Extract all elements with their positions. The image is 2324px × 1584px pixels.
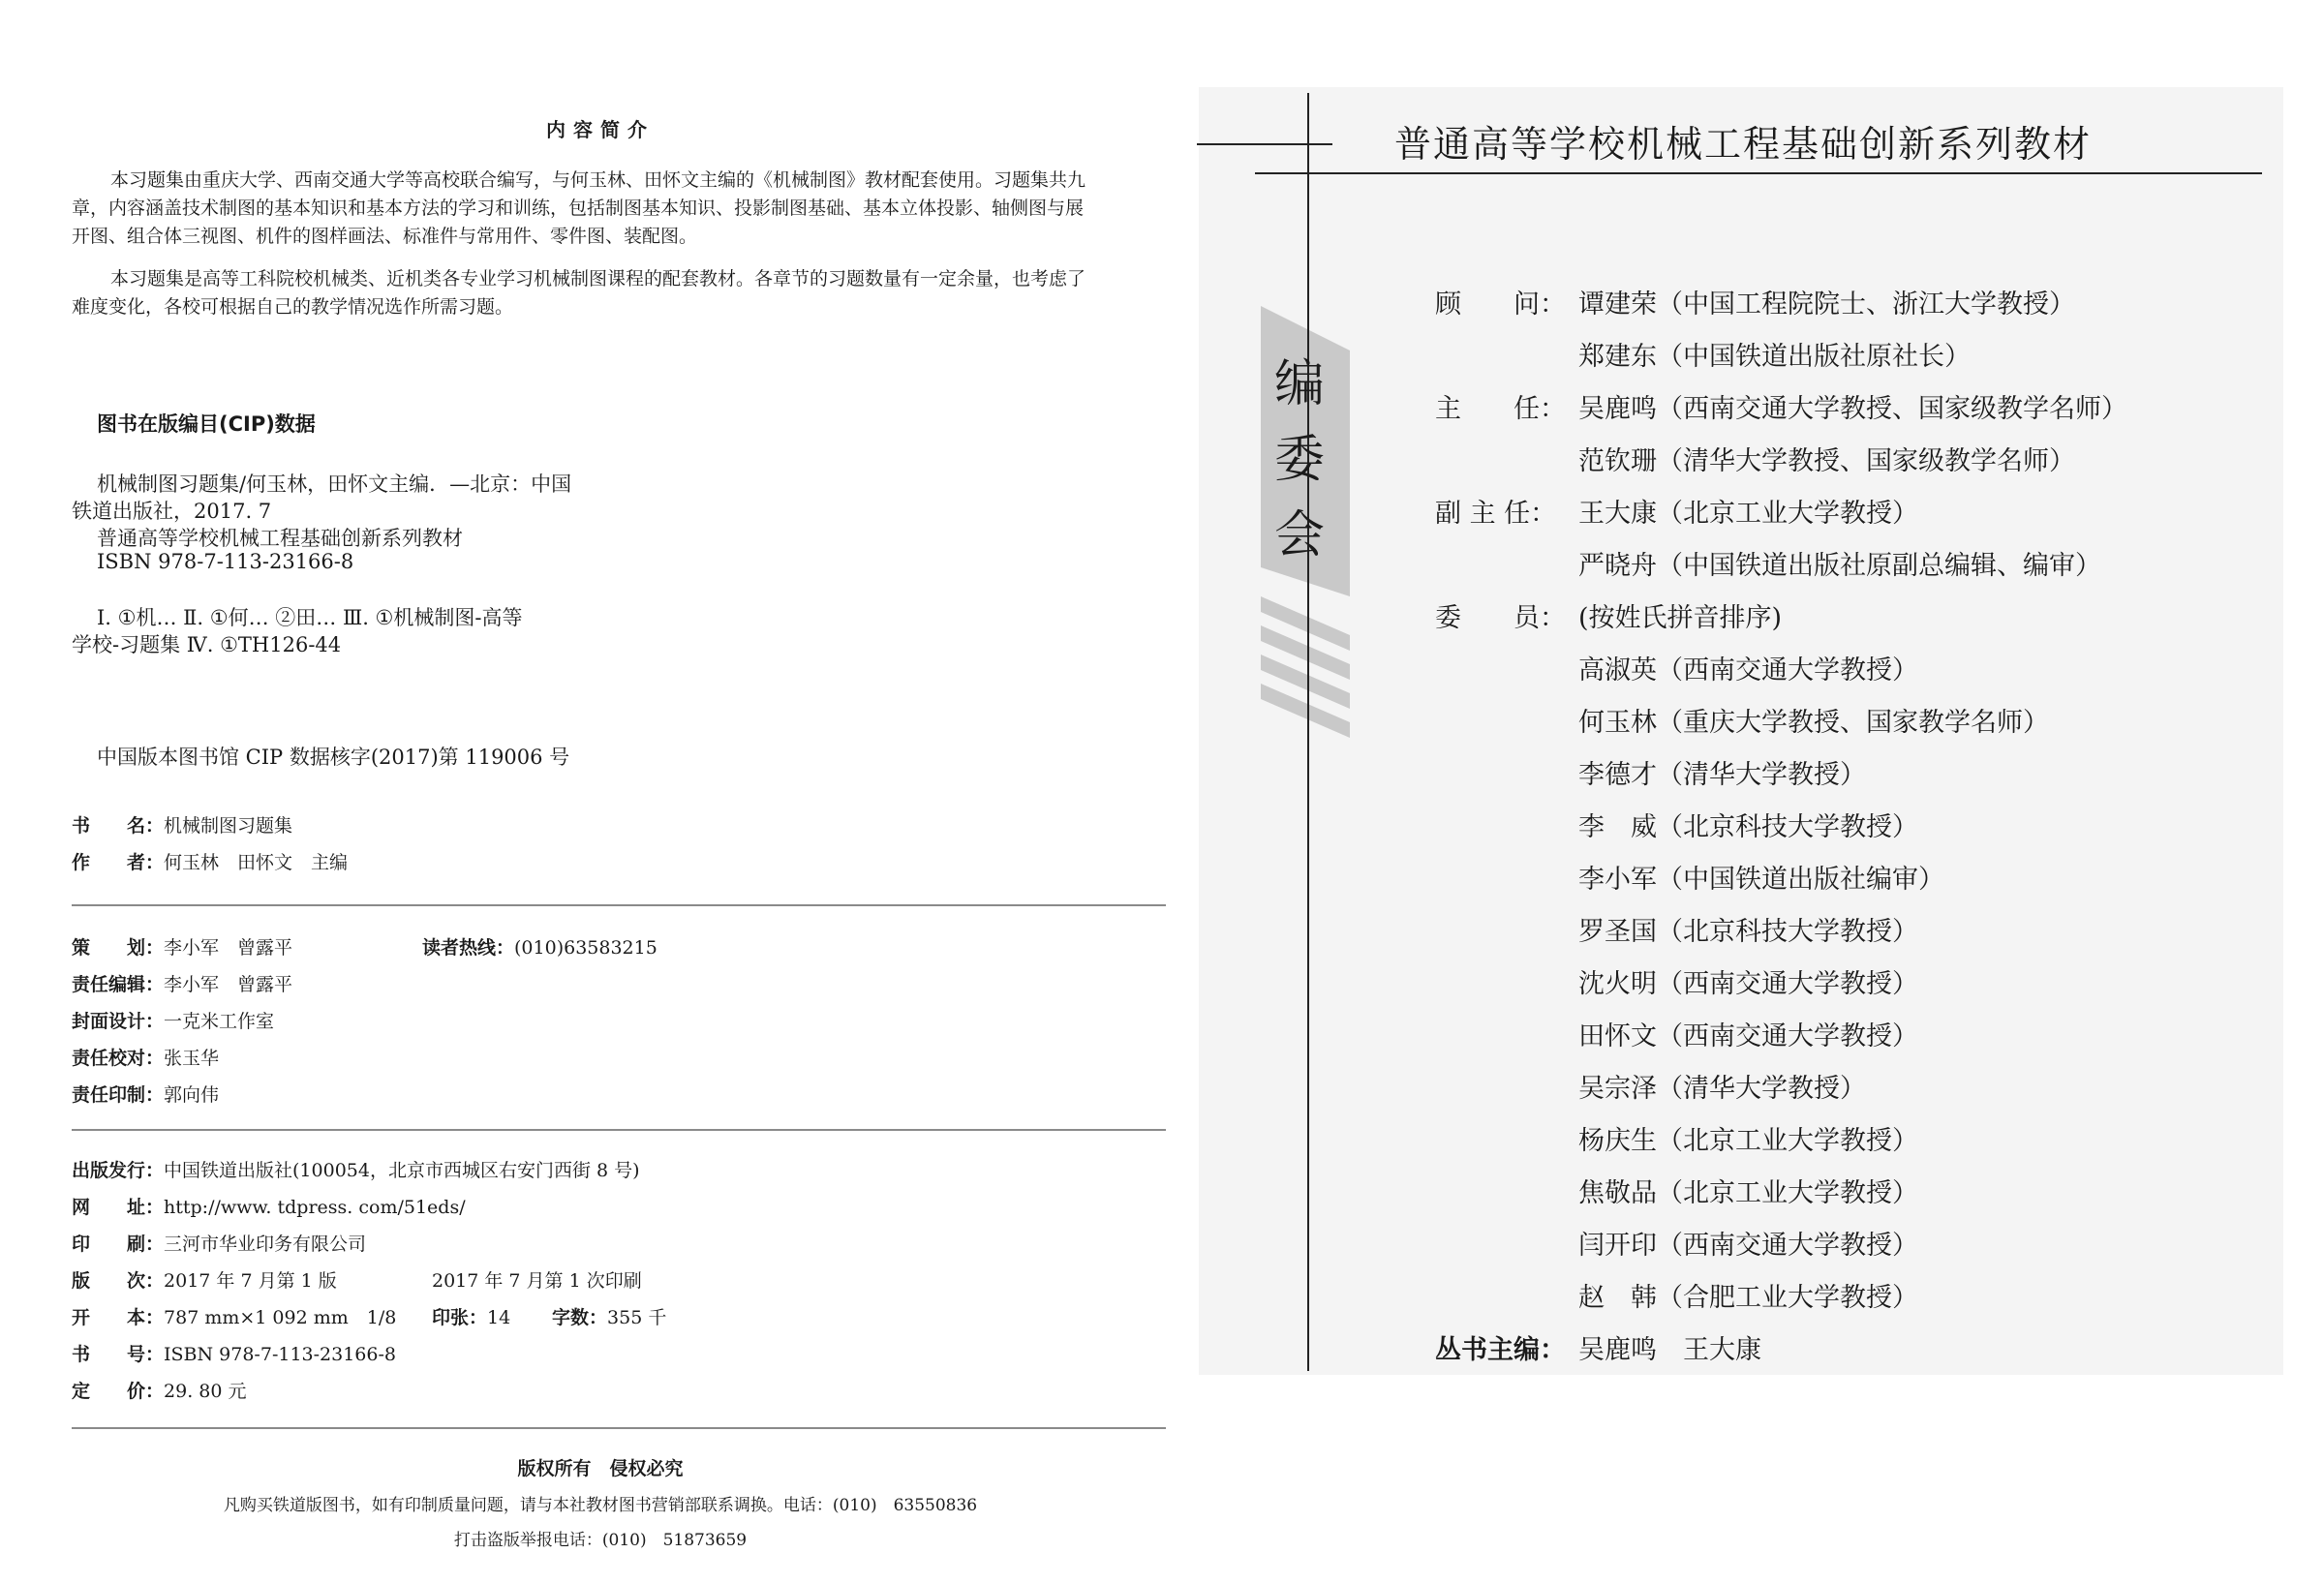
publisher-value: 中国铁道出版社(100054，北京市西城区右安门西街 8 号) [164, 1160, 640, 1181]
hotline-row [422, 933, 657, 960]
printing-value: 2017 年 7 月第 1 次印刷 [432, 1270, 642, 1292]
format-value: 787 mm×1 092 mm 1/8 [164, 1307, 397, 1328]
planner-row [72, 933, 292, 960]
sheets-label: 印张： [432, 1307, 488, 1328]
editor-row [72, 970, 292, 996]
proofreader-row [72, 1044, 219, 1070]
format-label: 开 本： [72, 1307, 165, 1328]
director-entry: 范钦珊（清华大学教授、国家级教学名师） [1578, 446, 2075, 476]
divider [72, 1129, 1166, 1131]
cip-heading: 图书在版编目(CIP)数据 [97, 412, 316, 436]
cip-statement: 中国版本图书馆 CIP 数据核字(2017)第 119006 号 [97, 746, 570, 769]
format-row [72, 1303, 396, 1329]
cover-design-label: 封面设计： [72, 1011, 165, 1032]
print-supervisor-row [72, 1081, 219, 1107]
printer-value: 三河市华业印务有限公司 [164, 1234, 367, 1255]
word-count-value: 355 千 [607, 1307, 667, 1328]
hotline-value: (010)63583215 [514, 937, 657, 959]
cip-line: 铁道出版社，2017. 7 [72, 500, 272, 523]
website-value: http://www. tdpress. com/51eds/ [164, 1197, 466, 1218]
series-title: 普通高等学校机械工程基础创新系列教材 [1394, 123, 2093, 166]
word-count-label: 字数： [552, 1307, 608, 1328]
book-author-value: 何玉林 田怀文 主编 [164, 852, 349, 873]
header-rule [1255, 172, 2262, 174]
book-title-value: 机械制图习题集 [164, 815, 293, 837]
role-advisor: 顾 问： [1435, 289, 1566, 320]
divider [72, 904, 1166, 906]
printer-row [72, 1230, 366, 1256]
intro-heading: 内容简介 [546, 118, 655, 141]
book-author-row [72, 848, 348, 874]
members-note: (按姓氏拼音排序) [1578, 603, 1783, 633]
header-rule-short [1197, 143, 1332, 145]
member-entry: 赵 韩（合肥工业大学教授） [1578, 1283, 1918, 1313]
book-title-row [72, 811, 292, 838]
copyright-line-1: 凡购买铁道版图书，如有印制质量问题，请与本社教材图书营销部联系调换。电话：(010) 63550836 [223, 1496, 978, 1515]
price-value: 29. 80 元 [164, 1381, 247, 1402]
cover-design-row [72, 1007, 274, 1033]
planner-value: 李小军 曾露平 [164, 937, 293, 959]
member-entry: 杨庆生（北京工业大学教授） [1578, 1126, 1918, 1156]
editor-value: 李小军 曾露平 [164, 974, 293, 995]
member-entry: 何玉林（重庆大学教授、国家教学名师） [1578, 708, 2049, 738]
vertical-rule [1307, 93, 1309, 1371]
member-entry: 吴宗泽（清华大学教授） [1578, 1074, 1866, 1104]
proofreader-value: 张玉华 [164, 1048, 220, 1069]
cip-line: 普通高等学校机械工程基础创新系列教材 [97, 527, 463, 550]
hotline-label: 读者热线： [422, 937, 515, 959]
isbn-value: ISBN 978-7-113-23166-8 [164, 1344, 396, 1365]
planner-label: 策 划： [72, 937, 165, 959]
copyright-line-2: 打击盗版举报电话：(010) 51873659 [453, 1531, 748, 1550]
website-row [72, 1193, 466, 1219]
isbn-label: 书 号： [72, 1344, 165, 1365]
sheets-row [432, 1303, 510, 1329]
banner-title: 编委会 [1273, 355, 1325, 564]
cip-line: 学校-习题集 Ⅳ. ①TH126-44 [72, 633, 342, 656]
member-entry: 焦敬品（北京工业大学教授） [1578, 1178, 1918, 1208]
member-entry: 罗圣国（北京科技大学教授） [1578, 917, 1918, 947]
intro-paragraph-1: 本习题集由重庆大学、西南交通大学等高校联合编写，与何玉林、田怀文主编的《机械制图》教材配套使用。习题集共九章，内容涵盖技术制图的基本知识和基本方法的学习和训练，包括制图基本知识、投影制图基础、基本立体投影、轴侧图与展开图、组合体三视图、机件的图样画法、标准件与常用件、零件图、装配图。 [72, 169, 1086, 247]
edition-row [72, 1266, 337, 1293]
member-entry: 李 威（北京科技大学教授） [1578, 812, 1918, 842]
member-entry: 李德才（清华大学教授） [1578, 760, 1866, 790]
edition-value: 2017 年 7 月第 1 版 [164, 1270, 337, 1292]
cip-line: 机械制图习题集/何玉林，田怀文主编．—北京：中国 [97, 472, 572, 496]
publisher-label: 出版发行： [72, 1160, 165, 1181]
publisher-row [72, 1156, 640, 1182]
book-title-label: 书 名： [72, 815, 165, 837]
sheets-value: 14 [487, 1307, 511, 1328]
advisor-entry: 谭建荣（中国工程院院士、浙江大学教授） [1578, 289, 2075, 320]
vice-director-entry: 严晓舟（中国铁道出版社原副总编辑、编审） [1578, 551, 2101, 581]
print-supervisor-label: 责任印制： [72, 1084, 165, 1106]
role-director: 主 任： [1435, 394, 1566, 424]
vice-director-entry: 王大康（北京工业大学教授） [1578, 499, 1918, 529]
edition-label: 版 次： [72, 1270, 165, 1292]
member-entry: 田怀文（西南交通大学教授） [1578, 1021, 1918, 1051]
member-entry: 闫开印（西南交通大学教授） [1578, 1231, 1918, 1261]
advisor-entry: 郑建东（中国铁道出版社原社长） [1578, 342, 1971, 372]
cip-line: ISBN 978-7-113-23166-8 [97, 550, 354, 573]
book-author-label: 作 者： [72, 852, 165, 873]
website-label: 网 址： [72, 1197, 165, 1218]
cip-line: Ⅰ. ①机… Ⅱ. ①何… ②田… Ⅲ. ①机械制图-高等 [97, 606, 523, 629]
word-count-row [552, 1303, 666, 1329]
editor-label: 责任编辑： [72, 974, 165, 995]
member-entry: 高淑英（西南交通大学教授） [1578, 655, 1918, 685]
role-series-editor: 丛书主编： [1435, 1335, 1566, 1365]
cover-design-value: 一克米工作室 [164, 1011, 275, 1032]
intro-paragraph-2: 本习题集是高等工科院校机械类、近机类各专业学习机械制图课程的配套教材。各章节的习题数量有一定余量，也考虑了难度变化，各校可根据自己的教学情况选作所需习题。 [72, 268, 1086, 318]
director-entry: 吴鹿鸣（西南交通大学教授、国家级教学名师） [1578, 394, 2127, 424]
copyright-title: 版权所有 侵权必究 [517, 1458, 684, 1479]
price-row [72, 1377, 247, 1403]
member-entry: 沈火明（西南交通大学教授） [1578, 969, 1918, 999]
member-entry: 李小军（中国铁道出版社编审） [1578, 865, 1944, 895]
printer-label: 印 刷： [72, 1234, 165, 1255]
price-label: 定 价： [72, 1381, 165, 1402]
role-vice-director: 副 主 任： [1435, 499, 1557, 529]
isbn-row [72, 1340, 396, 1366]
series-editors: 吴鹿鸣 王大康 [1578, 1335, 1761, 1365]
divider [72, 1427, 1166, 1429]
role-members: 委 员： [1435, 603, 1566, 633]
print-supervisor-value: 郭向伟 [164, 1084, 220, 1106]
proofreader-label: 责任校对： [72, 1048, 165, 1069]
